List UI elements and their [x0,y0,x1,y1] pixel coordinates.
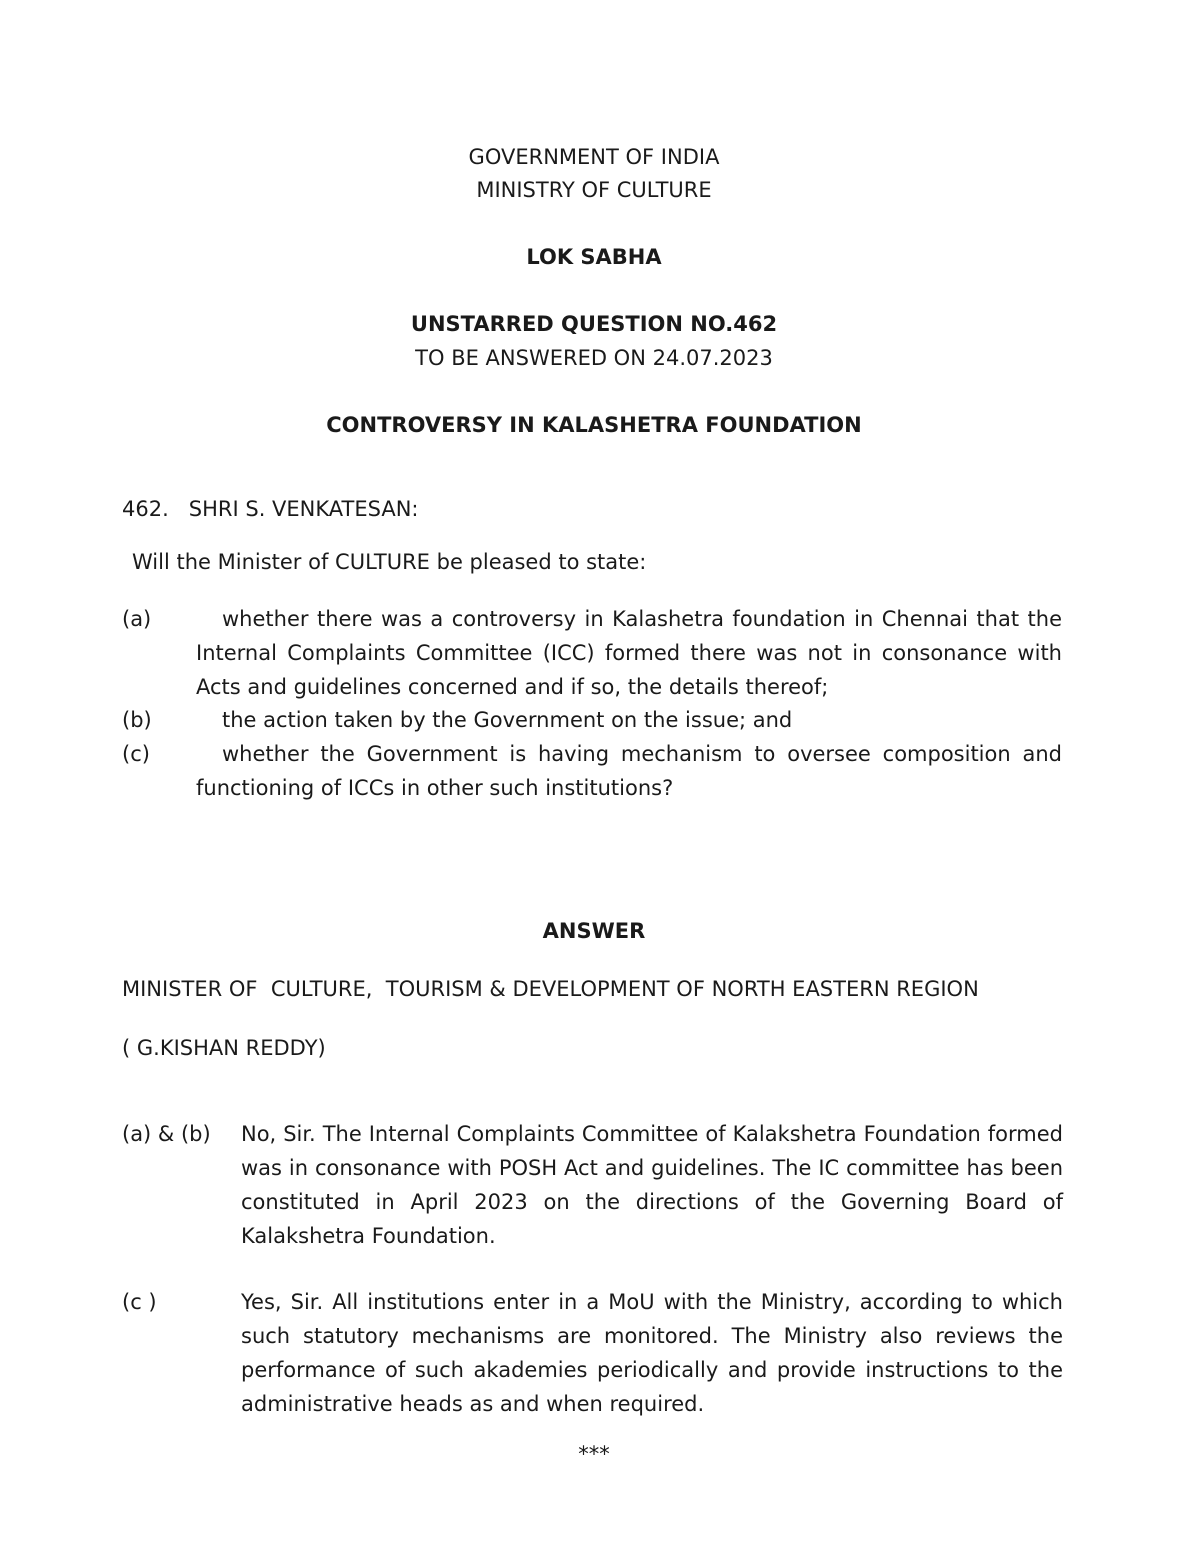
question-part-label: (a) [122,607,152,631]
answer-part-text: Yes, Sir. All institutions enter in a MoU with the Ministry, according to which such statutory mechanisms are monitored. The Ministry also reviews the performance of such akademies periodically and provide instructions to the administrative heads as and when required. [241,1290,1063,1416]
government-heading: GOVERNMENT OF INDIA [468,145,720,169]
question-number: UNSTARRED QUESTION NO.462 [410,312,778,336]
question-part-text: the action taken by the Government on the issue; and [222,708,793,732]
answer-heading: ANSWER [542,919,646,943]
minister-name: ( G.KISHAN REDDY) [122,1036,326,1060]
question-subject: CONTROVERSY IN KALASHETRA FOUNDATION [326,413,862,437]
question-part-label: (b) [122,708,152,732]
ministry-heading: MINISTRY OF CULTURE [476,178,712,202]
minister-title: MINISTER OF CULTURE, TOURISM & DEVELOPMENT OF NORTH EASTERN REGION [122,977,979,1001]
answer-part-text: No, Sir. The Internal Complaints Committee of Kalakshetra Foundation formed was in consonance with POSH Act and guidelines. The IC committee has been constituted in April 2023 on the directions of the Governing Board of Kalakshetra Foundation. [241,1122,1063,1248]
question-part-text: whether the Government is having mechanism to oversee composition and functioning of ICCs in other such institutions? [196,742,1062,800]
house-heading: LOK SABHA [526,245,662,269]
member-name: 462. SHRI S. VENKATESAN: [122,497,419,521]
answer-part-label: (a) & (b) [122,1122,211,1146]
answer-date: TO BE ANSWERED ON 24.07.2023 [415,346,773,370]
end-mark: *** [578,1442,610,1466]
question-part-label: (c) [122,742,150,766]
answer-part-label: (c ) [122,1290,157,1314]
question-intro: Will the Minister of CULTURE be pleased to state: [132,550,647,574]
question-part-text: whether there was a controversy in Kalashetra foundation in Chennai that the Internal Complaints Committee (ICC) formed there was not in consonance with Acts and guidelines concerned and if so, the details thereof; [196,607,1062,699]
